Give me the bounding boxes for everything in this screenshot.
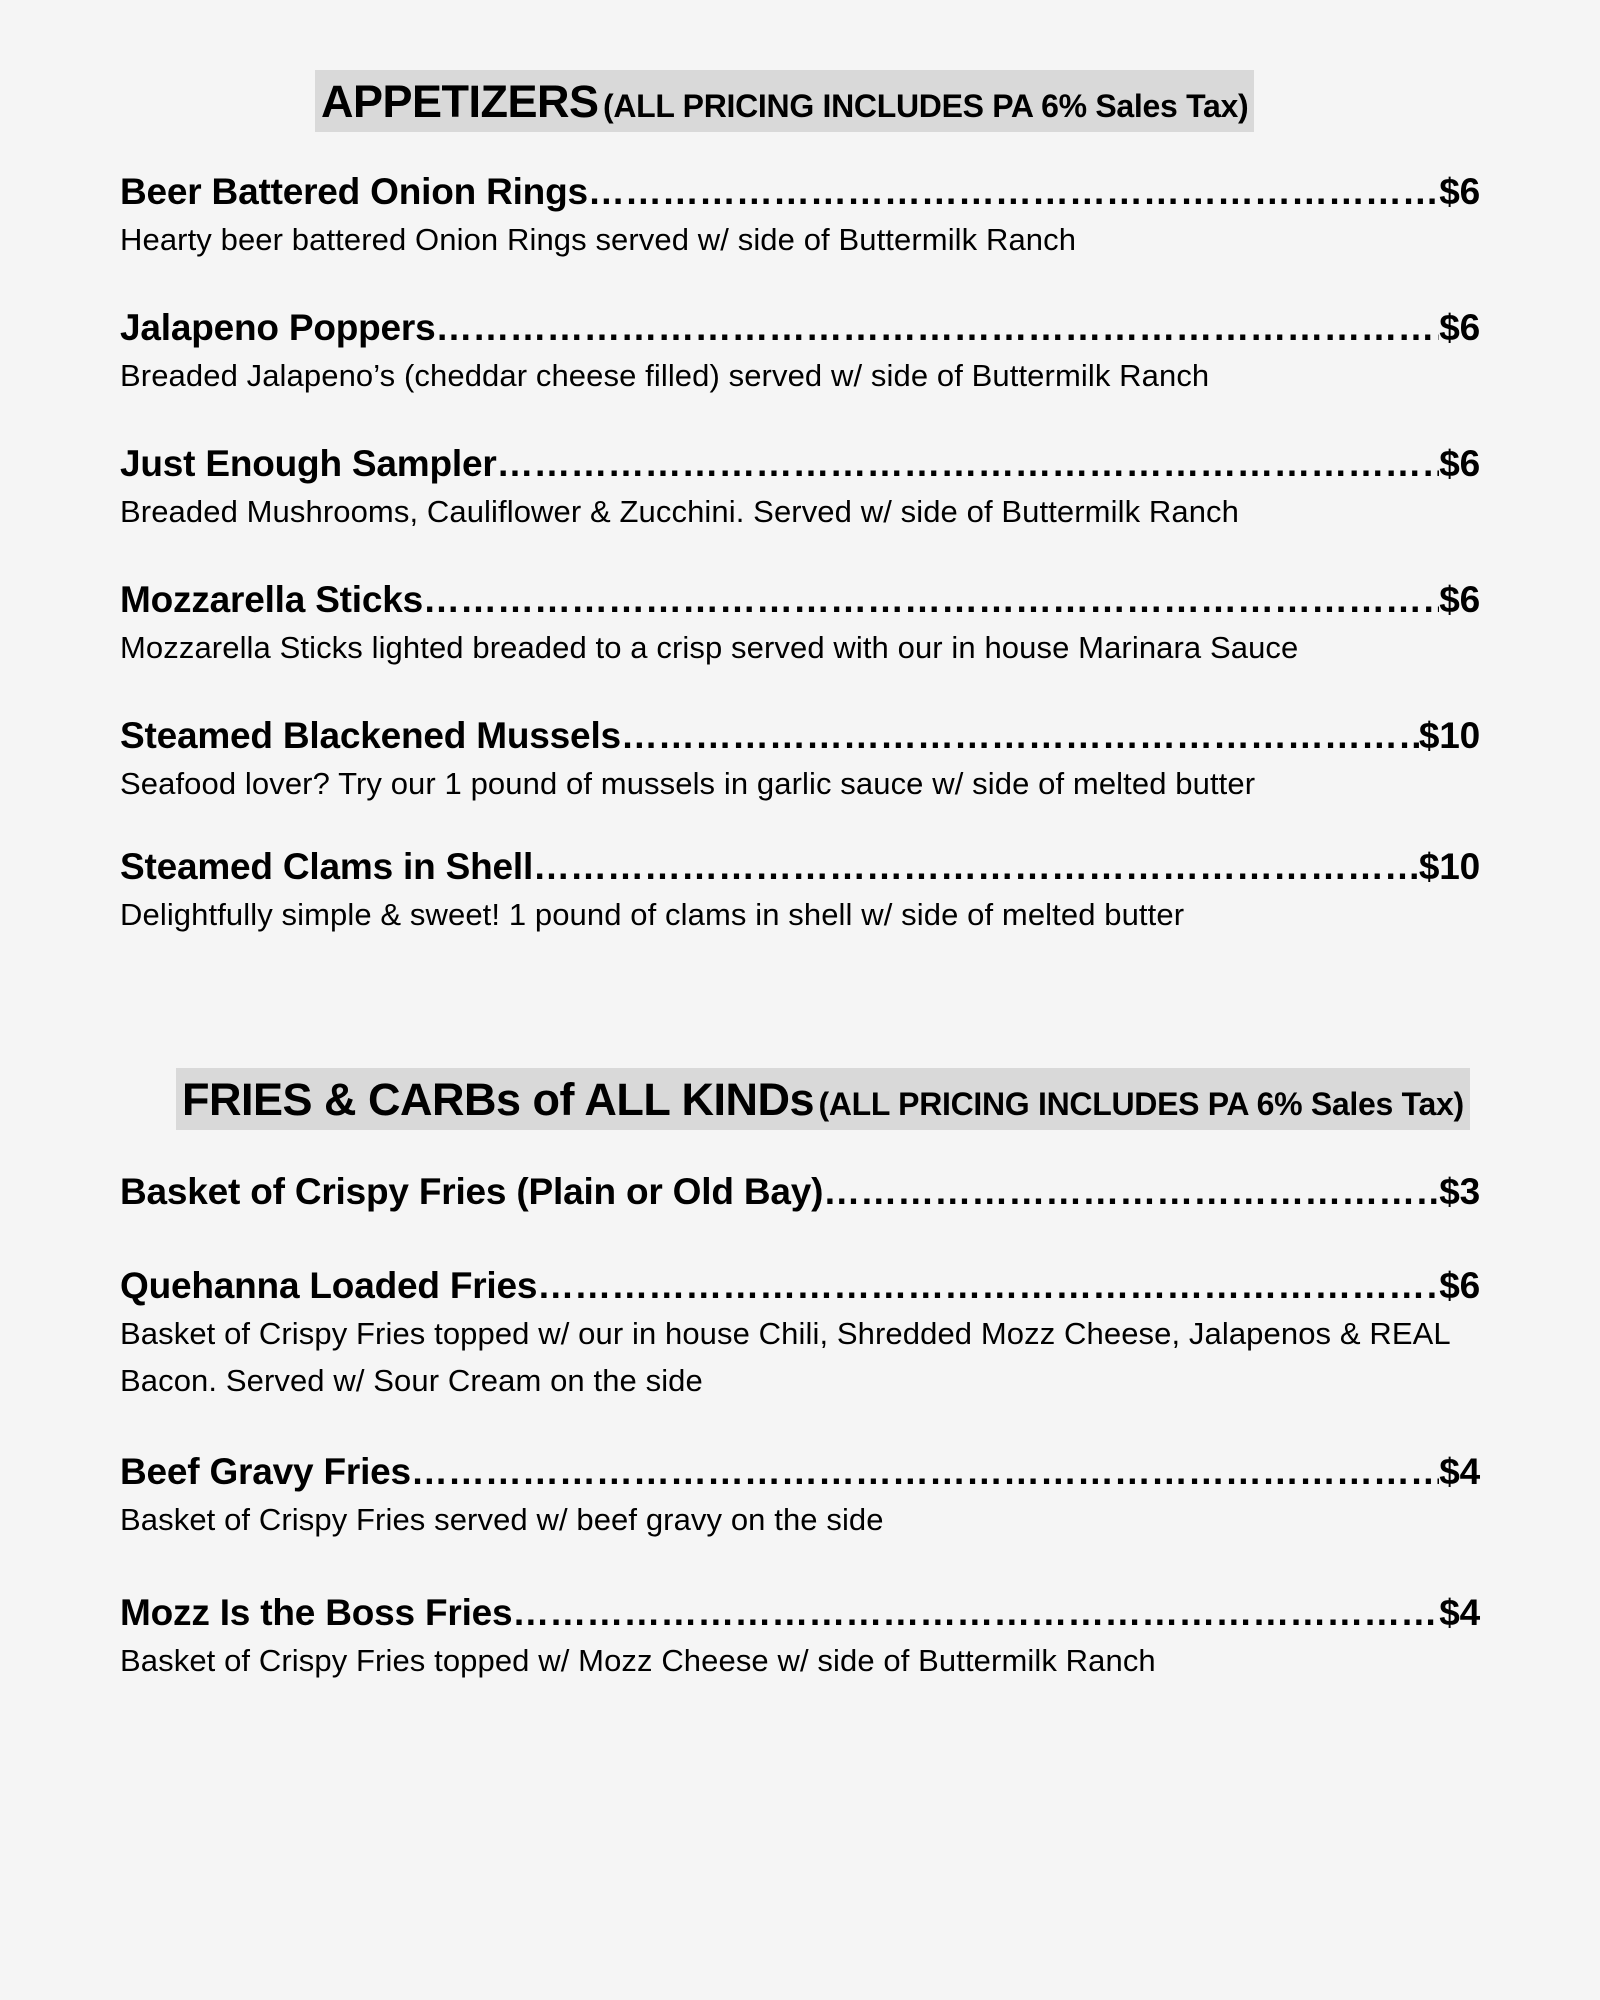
dot-leader <box>621 712 1419 760</box>
item-name: Beef Gravy Fries <box>120 1451 411 1492</box>
item-name: Steamed Blackened Mussels <box>120 715 621 756</box>
dot-leader <box>512 1589 1439 1637</box>
item-name: Basket of Crispy Fries (Plain or Old Bay) <box>120 1171 824 1212</box>
dot-leader <box>411 1448 1439 1496</box>
item-description: Breaded Jalapeno’s (cheddar cheese filled) served w/ side of Buttermilk Ranch <box>120 358 1210 393</box>
appetizers-title: APPETIZERS <box>321 76 599 127</box>
fries-title: FRIES & CARBs of ALL KINDs <box>182 1074 815 1125</box>
appetizers-heading-box <box>315 70 1254 132</box>
menu-item-onion-rings <box>120 168 1480 263</box>
item-price: $10 <box>1418 715 1480 756</box>
menu-item-crispy-fries <box>120 1168 1480 1216</box>
menu-item-mozz-fries <box>120 1589 1480 1684</box>
appetizers-tax-note: (ALL PRICING INCLUDES PA 6% Sales Tax) <box>603 88 1249 124</box>
dot-leader <box>436 304 1440 352</box>
item-name: Beer Battered Onion Rings <box>120 171 588 212</box>
fries-heading-box <box>176 1068 1470 1130</box>
dot-leader <box>423 576 1439 624</box>
item-name: Just Enough Sampler <box>120 443 497 484</box>
fries-tax-note: (ALL PRICING INCLUDES PA 6% Sales Tax) <box>818 1086 1464 1122</box>
menu-item-sampler <box>120 440 1480 535</box>
item-description: Basket of Crispy Fries served w/ beef gravy on the side <box>120 1502 884 1537</box>
item-price: $4 <box>1439 1451 1480 1492</box>
item-price: $3 <box>1439 1171 1480 1212</box>
appetizers-heading <box>315 70 1480 132</box>
dot-leader <box>497 440 1440 488</box>
item-description: Delightfully simple & sweet! 1 pound of clams in shell w/ side of melted butter <box>120 897 1185 932</box>
item-price: $4 <box>1439 1592 1480 1633</box>
item-name: Quehanna Loaded Fries <box>120 1265 538 1306</box>
item-price: $6 <box>1439 579 1480 620</box>
menu-item-loaded-fries <box>120 1262 1480 1404</box>
item-name: Mozz Is the Boss Fries <box>120 1592 513 1633</box>
item-description: Basket of Crispy Fries topped w/ Mozz Cheese w/ side of Buttermilk Ranch <box>120 1643 1156 1678</box>
item-price: $6 <box>1439 443 1480 484</box>
menu-item-mussels <box>120 712 1480 807</box>
item-name: Jalapeno Poppers <box>120 307 436 348</box>
dot-leader <box>537 1262 1439 1310</box>
menu-item-jalapeno-poppers <box>120 304 1480 399</box>
dot-leader <box>823 1168 1439 1216</box>
menu-item-clams <box>120 843 1480 938</box>
dot-leader <box>533 843 1419 891</box>
item-name: Mozzarella Sticks <box>120 579 424 620</box>
item-name: Steamed Clams in Shell <box>120 846 534 887</box>
menu-item-mozzarella-sticks <box>120 576 1480 671</box>
item-description: Mozzarella Sticks lighted breaded to a crisp served with our in house Marinara Sauce <box>120 630 1299 665</box>
item-description: Hearty beer battered Onion Rings served w/ side of Buttermilk Ranch <box>120 222 1077 257</box>
item-description: Basket of Crispy Fries topped w/ our in house Chili, Shredded Mozz Cheese, Jalapenos & REAL Bacon. Served w/ Sour Cream on the side <box>120 1316 1450 1398</box>
item-description: Breaded Mushrooms, Cauliflower & Zucchini. Served w/ side of Buttermilk Ranch <box>120 494 1239 529</box>
item-price: $6 <box>1439 1265 1480 1306</box>
menu-page <box>120 70 1480 1684</box>
item-description: Seafood lover? Try our 1 pound of mussels in garlic sauce w/ side of melted butter <box>120 766 1256 801</box>
item-price: $6 <box>1439 307 1480 348</box>
fries-heading <box>176 1068 1480 1130</box>
item-price: $10 <box>1418 846 1480 887</box>
item-price: $6 <box>1439 171 1480 212</box>
dot-leader <box>588 168 1439 216</box>
menu-item-gravy-fries <box>120 1448 1480 1543</box>
